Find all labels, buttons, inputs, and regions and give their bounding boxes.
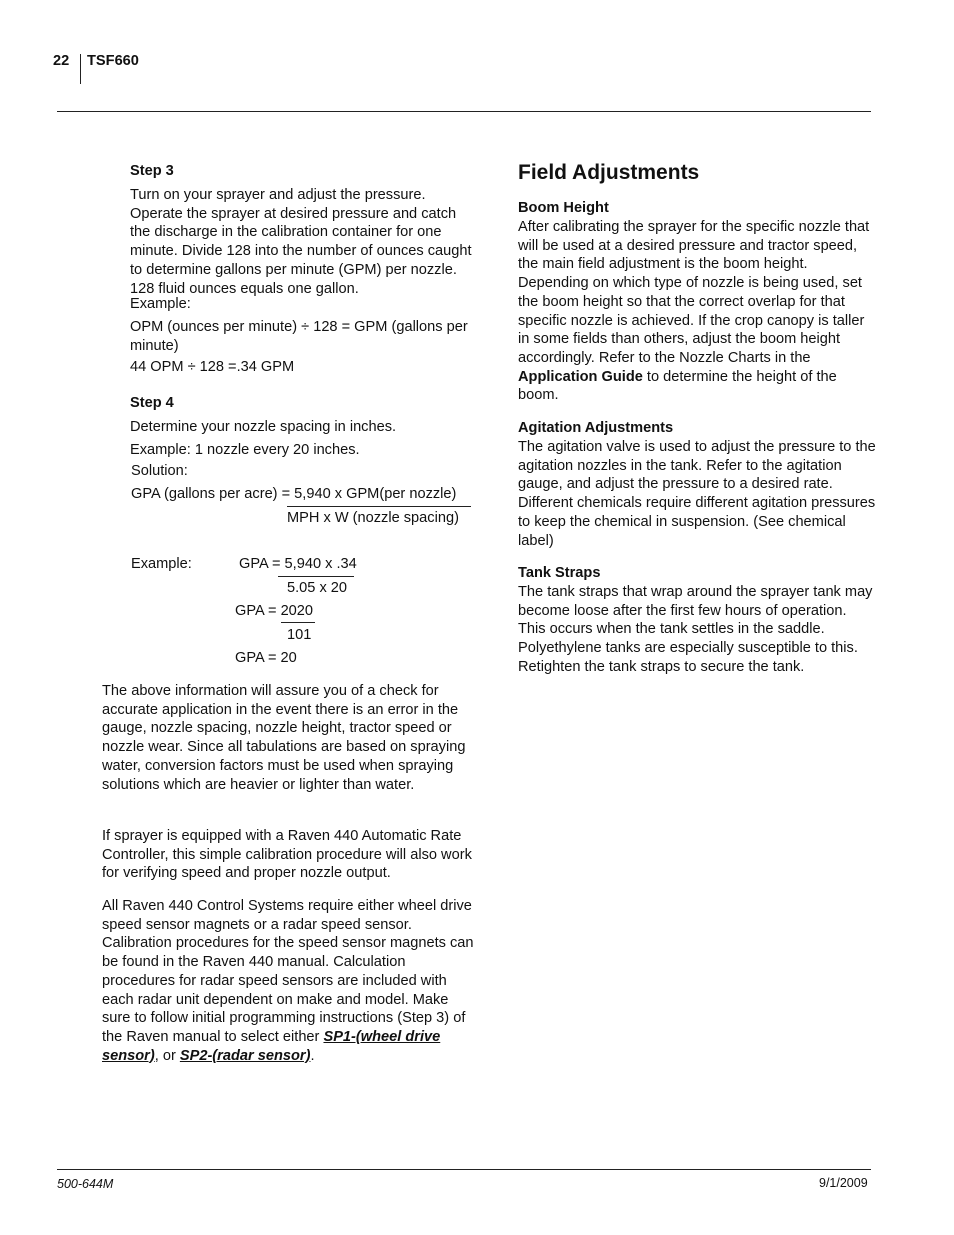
boom-height-heading: Boom Height bbox=[518, 200, 609, 216]
document-number: 500-644M bbox=[57, 1177, 114, 1191]
gpa-formula-denominator: MPH x W (nozzle spacing) bbox=[287, 510, 459, 526]
sp2-link[interactable]: SP2-(radar sensor) bbox=[179, 1047, 311, 1064]
boom-height-text: After calibrating the sprayer for the specific nozzle that will be used at a desired pressure and tractor speed, the main field adjustment is the boom height. Depending on which type of nozzle is being used, set the boom height so that the correct overlap for that specific nozzle is achieved. If the crop canopy is taller in some fields than others, adjust the boom height accordingly. Refer to the Nozzle Charts in the Application Guide to determine the height of the boom. bbox=[518, 219, 870, 404]
example-fraction-bar2 bbox=[281, 622, 315, 623]
step4-heading: Step 4 bbox=[130, 395, 174, 411]
speed-sensor-paragraph: All Raven 440 Control Systems require either wheel drive speed sensor magnets or a radar speed sensor. Calibration procedures for the speed sensor magnets can be found in the Raven 440 manual. Calculation procedures for radar speed sensors are included with each radar unit dependent on make and model. Make sure to follow initial programming instructions (Step 3) of the Raven manual to select either SP1-(wheel drive sensor), or SP2-(radar sensor). bbox=[102, 898, 474, 1064]
page-number: 22 bbox=[53, 53, 70, 69]
raven-controller-paragraph: If sprayer is equipped with a Raven 440 Automatic Rate Controller, this simple calibration procedure will also work for verifying speed and proper nozzle output. bbox=[102, 828, 472, 882]
example-line1: GPA = 5,940 x .34 bbox=[239, 556, 357, 572]
example-fraction-bar1 bbox=[278, 576, 354, 577]
step4-line1: Determine your nozzle spacing in inches. bbox=[130, 419, 397, 435]
section-title: Field Adjustments bbox=[518, 161, 700, 184]
step3-heading: Step 3 bbox=[130, 163, 174, 179]
step3-paragraph: Turn on your sprayer and adjust the pressure. Operate the sprayer at desired pressure and catch the discharge in the calibration container for one minute. Divide 128 into the number of ounces caught to determine gallons per minute (GPM) per nozzle. 128 fluid ounces equals one gallon. bbox=[130, 187, 472, 297]
agitation-heading: Agitation Adjustments bbox=[518, 420, 674, 436]
header-divider bbox=[80, 54, 81, 84]
example-line3: GPA = 2020 bbox=[235, 603, 314, 619]
header-rule bbox=[57, 111, 871, 112]
step3-example-label: Example: bbox=[130, 296, 191, 312]
accuracy-paragraph: The above information will assure you of a check for accurate application in the event there is an error in the gauge, nozzle spacing, nozzle height, tractor speed or nozzle wear. Since all tabulations are based on spraying water, conversion factors must be used when spraying solutions which are heavier or lighter than water. bbox=[102, 683, 466, 793]
document-date: 9/1/2009 bbox=[819, 1176, 868, 1190]
sp1-link[interactable]: SP1-(wheel drive sensor) bbox=[102, 1028, 441, 1064]
tank-straps-text: The tank straps that wrap around the sprayer tank may become loose after the first few hours of operation. This occurs when the tank settles in the saddle. Polyethylene tanks are especially susceptible to this. Retighten the tank straps to secure the tank. bbox=[518, 584, 873, 675]
example-line5: GPA = 20 bbox=[235, 650, 297, 666]
step3-example-calc: 44 OPM ÷ 128 =.34 GPM bbox=[130, 359, 295, 375]
step4-example-label: Example: bbox=[131, 556, 192, 572]
step4-solution: Solution: bbox=[131, 463, 188, 479]
gpa-formula-numerator: GPA (gallons per acre) = 5,940 x GPM(per nozzle) bbox=[131, 486, 457, 502]
example-line2: 5.05 x 20 bbox=[287, 580, 348, 596]
agitation-text: The agitation valve is used to adjust the pressure to the agitation nozzles in the tank. Refer to the agitation gauge, and adjust the pressure to a desired rate. Different chemicals require different agitation pressures to keep the chemical in suspension. (See chemical label) bbox=[518, 439, 876, 549]
gpa-fraction-bar bbox=[287, 506, 471, 507]
example-line4: 101 bbox=[287, 627, 312, 643]
footer-rule bbox=[57, 1169, 871, 1170]
step4-line2: Example: 1 nozzle every 20 inches. bbox=[130, 442, 360, 458]
step3-formula: OPM (ounces per minute) ÷ 128 = GPM (gallons per minute) bbox=[130, 319, 468, 354]
tank-straps-heading: Tank Straps bbox=[518, 565, 601, 581]
model-title: TSF660 bbox=[87, 53, 139, 69]
